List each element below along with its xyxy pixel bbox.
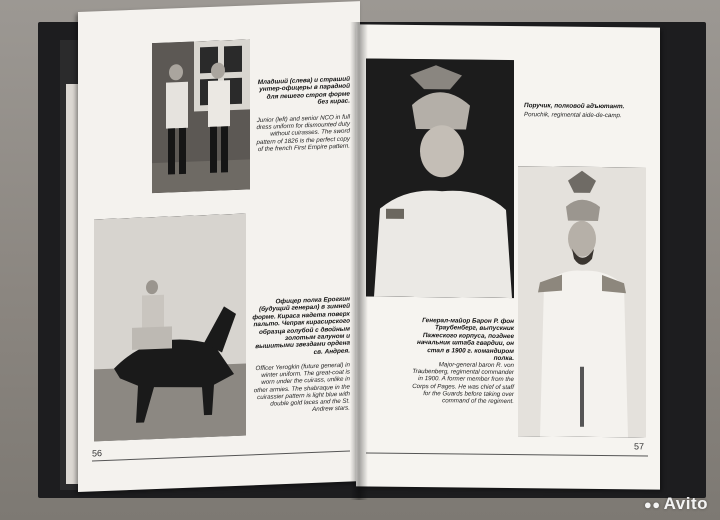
caption2-en: Officer Yerogkin (future general) in winter uniform. The great-coat is worn under the cuirass, unlike in other armies. The shabraque in the cuirassier pattern is light blue with double gold laces and the St. Andrew stars.: [253, 361, 350, 414]
caption1-ru: Поручик, полковой адъютант.: [524, 102, 625, 111]
photo-two-nco: [152, 39, 250, 193]
avito-watermark: [644, 494, 708, 514]
left-page: [78, 1, 360, 492]
caption2-ru: Офицер полка Ерогкин (будущий генерал) в зимней форме. Кираса надета поверх пальто. Чепрак кирасирского образца голубой с двойным золотым галуном и вышитыми звездами ордена св. Андрея.: [252, 295, 350, 356]
caption1-ru: Младший (слева) и страший унтер-офицеры в парадной для пешего строя форме без кирас.: [257, 75, 350, 107]
page-number-right: 57: [634, 441, 645, 452]
avito-dots-icon: ●●: [643, 497, 661, 512]
right-page: [356, 24, 660, 489]
photo-lieutenant: [366, 59, 514, 299]
watermark-brand: Avito: [663, 494, 708, 513]
book-spine-shadow: [350, 22, 368, 500]
caption1-en: Poruchik, regimental aide-de-camp.: [524, 111, 622, 120]
caption1-en: Junior (left) and senior NCO in full dress uniform for dismounted duty without cuirasses. The sword pattern of 1826 is the perfect copy of the french First Empire pattern.: [256, 113, 350, 153]
photo-mounted-officer: [94, 214, 246, 442]
photo-major-general: [518, 166, 646, 437]
caption2-en: Major-general baron R. von Traubenberg, regimental commander in 1900. A former member from the Corps of Pages. He was chief of staff for the Guards before taking over command of the regiment.: [412, 361, 514, 406]
page-number-left: 56: [92, 448, 103, 459]
page-rule-right: [366, 453, 648, 457]
page-rule-left: [92, 451, 350, 462]
caption2-ru: Генерал-майор Барон Р. фон Траубенберг, выпускник Пажеского корпуса, позднее начальник штаба гвардии, он стал в 1900 г. командиром полка.: [417, 317, 514, 363]
